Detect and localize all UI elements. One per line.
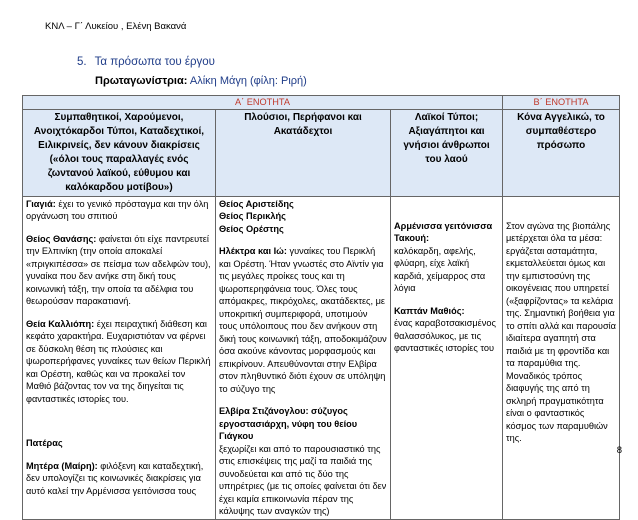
column-headers-row bbox=[23, 109, 620, 196]
aunt-kalliopi-text: έχει πειραχτική διάθεση και κεφάτο χαρακτήρα. Ευχαριστιόταν να φέρνει σε δύσκολη θέση τις πλούσιες και ψωροπερήφανες γυναίκες των θείων Περικλή και Ορέστη, καθώς και να προκαλεί τον Μαθιό βάζοντας τον να της διηγείται τις φανταστικές ιστορίες του. bbox=[26, 318, 211, 404]
elvira-text: ξεχωρίζει και από το παρουσιαστικό της στις επισκέψεις της μαζί τα παιδιά της συνοδεύεται και από τις δύο της υπηρέτριες (με τις οποίες φαίνεται ότι δεν έχει καμία επικοινωνία πέραν της κάλυψης των αναγκών της) bbox=[219, 443, 387, 517]
col1-cell bbox=[23, 196, 216, 519]
uncle-thanasis-text: φαίνεται ότι είχε παντρευτεί την Ελπινίκη (την οποία αποκαλεί «πριγκιπέσσα» σε πείσμα των αδελφών του), γυναίκα που δεν ανήκε στη δική τους κοινωνική τάξη, την οποία τα αδέλφια του θεωρούσαν παρακατιανή. bbox=[26, 233, 211, 307]
protagonist-label: Πρωταγωνίστρια: bbox=[95, 75, 188, 87]
characters-table bbox=[22, 95, 620, 520]
mother-text: φιλόξενη και καταδεχτική, δεν υπολογίζει τις κοινωνικές διακρίσεις για αυτό καλεί την Αρμένισσα γειτόνισσα τους bbox=[26, 460, 204, 496]
page-number: 8 bbox=[616, 445, 622, 456]
col3-header: Λαϊκοί Τύποι; Αξιαγάπητοι και γνήσιοι άνθρωποι του λαού bbox=[391, 109, 503, 196]
mathios-entry bbox=[394, 305, 499, 355]
mathios-name: Καπτάν Μαθιός: bbox=[394, 305, 465, 316]
unit-b-header: Β΄ ΕΝΟΤΗΤΑ bbox=[503, 96, 620, 110]
ilektra-io-name: Ηλέκτρα και Ιώ: bbox=[219, 246, 287, 257]
ilektra-io-text: γυναίκες του Περικλή και Ορέστη. Ήταν γνωστές στο Αϊντίν για τις μεγάλες προίκες τους και τη ψωροπερηφάνεια τους. Όλες τους απόμακρες, πικρόχολες, ακατάδεκτες, με υποκριτική συμπεριφορά, υποτιμούν τους υπόλοιπους που δεν ανήκουν στη δική τους κοινωνική τάξη, αποδοκιμάζουν όσα ακούνε κάνοντας μορφασμούς και επικρίνουν. Απευθύνονται στην Ελβίρα στον πληθυντικό διότι έχουν σε υπόληψη το σύζυγο της bbox=[219, 246, 387, 394]
section-number: 5. bbox=[77, 56, 87, 68]
takoui-name: Αρμένισσα γειτόνισσα Τακουή: bbox=[394, 220, 493, 244]
father-name: Πατέρας bbox=[26, 438, 63, 449]
units-row bbox=[23, 96, 620, 110]
grandmother-entry bbox=[26, 198, 212, 223]
uncle-thanasis-name: Θείος Θανάσης: bbox=[26, 233, 97, 244]
col2-cell bbox=[216, 196, 391, 519]
aunt-kalliopi-name: Θεία Καλλιόπη: bbox=[26, 318, 95, 329]
takoui-entry bbox=[394, 220, 499, 295]
spacer bbox=[26, 415, 212, 437]
col2-header: Πλούσιοι, Περήφανοι και Ακατάδεχτοι bbox=[216, 109, 391, 196]
unit-a-header: Α΄ ΕΝΟΤΗΤΑ bbox=[23, 96, 503, 110]
col4-cell bbox=[503, 196, 620, 519]
mathios-text: ένας καραβοτσακισμένος θαλασσόλυκος, με τις φανταστικές ιστορίες του bbox=[394, 318, 496, 354]
col3-cell bbox=[391, 196, 503, 519]
col1-header: Συμπαθητικοί, Χαρούμενοι, Ανοιχτόκαρδοι Τύποι, Καταδεχτικοί, Ειλικρινείς, δεν κάνουν διακρίσεις («όλοι τους παραλλαγές ενός ζωντανού λαϊκού, εύθυμου και καλόκαρδου μοτίβου») bbox=[23, 109, 216, 196]
ilektra-io-entry bbox=[219, 245, 387, 395]
page-header: ΚΝΛ – Γ΄ Λυκείου , Ελένη Βακανά bbox=[45, 21, 187, 32]
spacer bbox=[394, 198, 499, 220]
grandmother-text: έχει το γενικό πρόσταγμα και την όλη οργάνωση του σπιτιού bbox=[26, 198, 209, 222]
protagonist-value: Αλίκη Μάγη (φίλη: Ριρή) bbox=[189, 75, 307, 87]
uncle-periklis: Θείος Περικλής bbox=[219, 211, 286, 222]
angeliko-text: Στον αγώνα της βιοπάλης μετέρχεται όλα τα μέσα: εργάζεται ασταμάτητα, εκμεταλλεύεται όμως και την εμπιστοσύνη της οικογένειας που υπηρετεί («ξαφρίζοντας» τα κελάρια της. Σημαντική βοήθεια για το σπίτι αλλά και παρουσία ιδιαίτερα αγαπητή στα παιδιά με τη φροντίδα και τα παραμύθια της. Μοναδικός τρόπος διαφυγής της από τη σκληρή πραγματικότητα είναι ο φανταστικός κόσμος των παραμυθιών της. bbox=[506, 220, 616, 444]
aunt-kalliopi-entry bbox=[26, 318, 212, 406]
spacer bbox=[506, 198, 616, 220]
elvira-entry bbox=[219, 405, 387, 518]
uncle-thanasis-entry bbox=[26, 233, 212, 308]
elvira-name: Ελβίρα Στιζάνογλου: σύζυγος εργοστασιάρχη, νύφη του θείου Γιάγκου bbox=[219, 406, 358, 442]
section-title-text: Τα πρόσωπα του έργου bbox=[94, 56, 215, 68]
mother-name: Μητέρα (Μαίρη): bbox=[26, 460, 98, 471]
uncle-aristeidis: Θείος Αριστείδης bbox=[219, 198, 294, 209]
uncles-list bbox=[219, 198, 387, 236]
takoui-text: καλόκαρδη, αφελής, φλύαρη, είχε λαϊκή καρδιά, χείμαρρος στα λόγια bbox=[394, 245, 486, 294]
content-row bbox=[23, 196, 620, 519]
section-title bbox=[77, 56, 215, 68]
mother-entry bbox=[26, 460, 212, 498]
uncle-orestis: Θείος Ορέστης bbox=[219, 223, 284, 234]
col4-header: Κόνα Αγγελικώ, το συμπαθέστερο πρόσωπο bbox=[503, 109, 620, 196]
father-entry bbox=[26, 437, 212, 450]
grandmother-name: Γιαγιά: bbox=[26, 198, 56, 209]
protagonist-line bbox=[95, 75, 307, 87]
